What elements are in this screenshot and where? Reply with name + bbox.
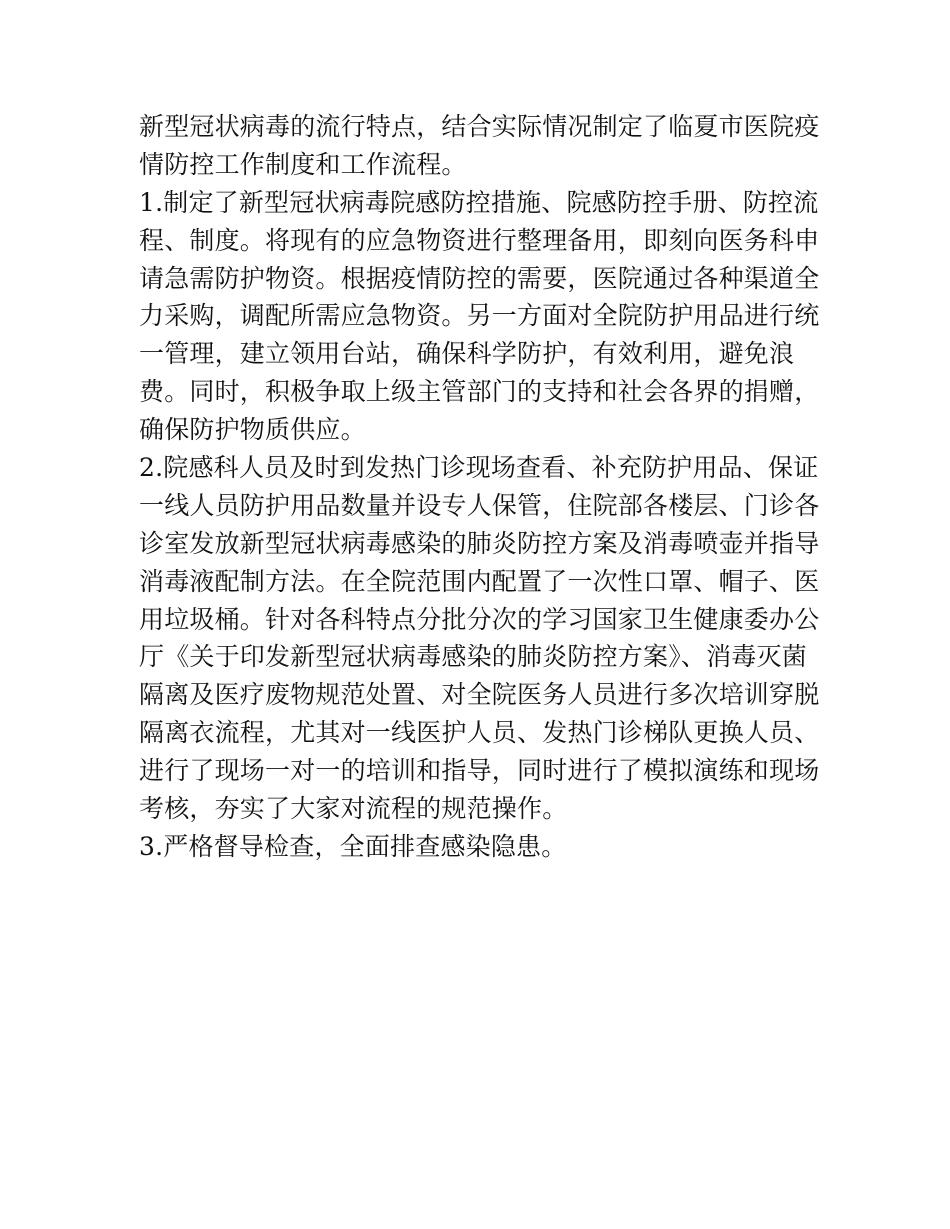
text-line: 确保防护物质供应。 [139,415,366,445]
document-body [139,108,819,866]
text-line: 消毒液配制方法。在全院范围内配置了一次性口罩、帽子、医 [139,566,820,596]
text-line: 费。同时，积极争取上级主管部门的支持和社会各界的捐赠， [139,377,820,407]
text-line: 请急需防护物资。根据疫情防控的需要，医院通过各种渠道全 [139,263,820,293]
text-line: 力采购，调配所需应急物资。另一方面对全院防护用品进行统 [139,301,820,331]
text-line: 情防控工作制度和工作流程。 [139,149,467,179]
text-line: 新型冠状病毒的流行特点，结合实际情况制定了临夏市医院疫 [139,112,820,141]
text-line: 厅《关于印发新型冠状病毒感染的肺炎防控方案》、消毒灭菌 [139,642,807,672]
text-line: 1.制定了新型冠状病毒院感防控措施、院感防控手册、防控流 [139,187,819,217]
text-line: 诊室发放新型冠状病毒感染的肺炎防控方案及消毒喷壶并指导 [139,528,820,558]
text-line: 一线人员防护用品数量并设专人保管，住院部各楼层、门诊各 [139,490,820,520]
text-line: 一管理，建立领用台站，确保科学防护，有效利用，避免浪 [139,339,795,369]
text-line: 程、制度。将现有的应急物资进行整理备用，即刻向医务科申 [139,225,820,255]
text-line: 考核，夯实了大家对流程的规范操作。 [139,794,568,824]
text-line: 用垃圾桶。针对各科特点分批分次的学习国家卫生健康委办公 [139,604,820,634]
text-line: 2.院感科人员及时到发热门诊现场查看、补充防护用品、保证 [139,453,819,483]
text-line: 3.严格督导检查，全面排查感染隐患。 [139,831,567,861]
text-line: 进行了现场一对一的培训和指导，同时进行了模拟演练和现场 [139,756,820,786]
text-line: 隔离衣流程，尤其对一线医护人员、发热门诊梯队更换人员、 [139,718,820,748]
text-line: 隔离及医疗废物规范处置、对全院医务人员进行多次培训穿脱 [139,680,820,710]
